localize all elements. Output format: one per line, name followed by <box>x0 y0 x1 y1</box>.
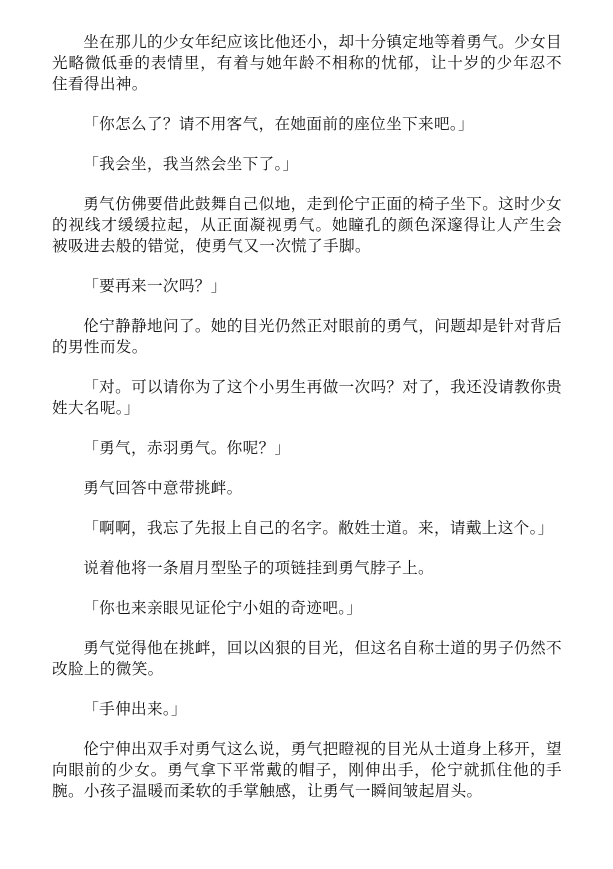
paragraph-6: 伦宁静静地问了。她的目光仍然正对眼前的勇气，问题却是针对背后的男性而发。 <box>52 317 562 356</box>
paragraph-5: 「要再来一次吗？」 <box>83 277 227 295</box>
paragraph-4: 勇气仿佛要借此鼓舞自己似地，走到伦宁正面的椅子坐下。这时少女的视线才缓缓拉起，从正面凝视勇气。她瞳孔的颜色深邃得让人产生会被吸进去般的错觉，使勇气又一次慌了手脚。 <box>52 195 562 255</box>
paragraph-12: 「你也来亲眼见证伦宁小姐的奇迹吧。」 <box>83 599 363 617</box>
paragraph-9: 勇气回答中意带挑衅。 <box>83 479 243 497</box>
paragraph-10: 「啊啊，我忘了先报上自己的名字。敝姓士道。来，请戴上这个。」 <box>83 519 554 537</box>
paragraph-1: 坐在那儿的少女年纪应该比他还小，却十分镇定地等着勇气。少女目光略微低垂的表情里，有着与她年龄不相称的忧郁，让十岁的少年忍不住看得出神。 <box>52 33 562 93</box>
paragraph-15: 伦宁伸出双手对勇气这么说，勇气把瞪视的目光从士道身上移开，望向眼前的少女。勇气拿下平常戴的帽子，刚伸出手，伦宁就抓住他的手腕。小孩子温暖而柔软的手掌触感，让勇气一瞬间皱起眉头。 <box>52 740 562 800</box>
paragraph-13: 勇气觉得他在挑衅，回以凶狠的目光，但这名自称士道的男子仍然不改脸上的微笑。 <box>52 639 562 678</box>
paragraph-3: 「我会坐，我当然会坐下了。」 <box>83 155 299 173</box>
document-page <box>52 32 562 821</box>
paragraph-11: 说着他将一条眉月型坠子的项链挂到勇气脖子上。 <box>83 559 434 577</box>
paragraph-2: 「你怎么了？请不用客气，在她面前的座位坐下来吧。」 <box>83 115 474 133</box>
paragraph-14: 「手伸出来。」 <box>83 700 187 718</box>
paragraph-7: 「对。可以请你为了这个小男生再做一次吗？对了，我还没请教你贵姓大名呢。」 <box>52 378 562 417</box>
paragraph-8: 「勇气，赤羽勇气。你呢？」 <box>83 439 291 457</box>
